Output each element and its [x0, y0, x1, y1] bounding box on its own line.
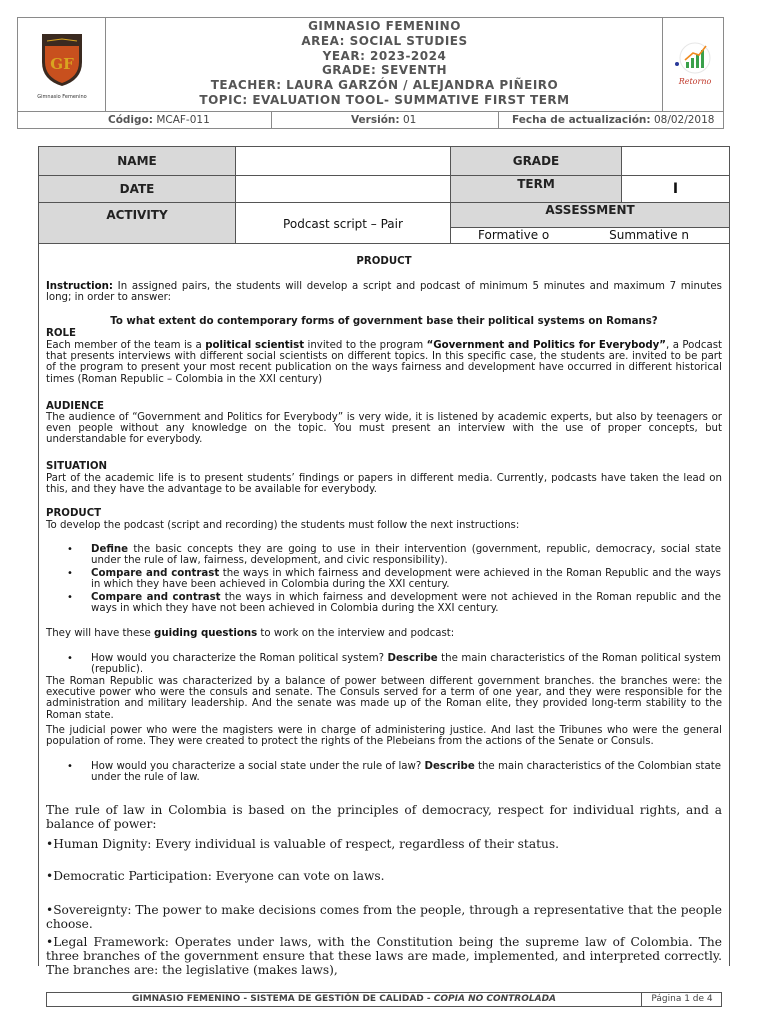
footer-quality-system [47, 993, 642, 1006]
date-field[interactable] [236, 176, 451, 203]
footer-copy-notice: COPIA NO CONTROLADA [433, 994, 557, 1004]
audience-title: AUDIENCE [46, 401, 105, 412]
bullet-icon: • [67, 568, 73, 579]
colombia-answer-participation: •Democratic Participation: Everyone can vote on laws. [46, 869, 385, 883]
bullet-text: the ways in which fairness and development were not achieved in the Roman republic and the ways in which they have not been achieved in Colombia during the XXI century. [91, 592, 721, 615]
header-area: AREA: SOCIAL STUDIES [301, 33, 468, 48]
document-footer [46, 992, 722, 1007]
colombia-answer-sovereignty: •Sovereignty: The power to make decisions comes from the people, through a representative that the people choose. [46, 903, 722, 931]
bullet-keyword: Define [91, 544, 129, 555]
header-school: GIMNASIO FEMENINO [308, 19, 461, 33]
situation-paragraph: Part of the academic life is to present students’ findings or papers in different media. Currently, podcasts have taken the lead on this, and they have the advantage to be available for everybody. [46, 473, 722, 496]
term-value: I [622, 176, 729, 203]
fecha-label: Fecha de actualización: [512, 114, 651, 126]
meta-divider [498, 112, 499, 129]
guiding-questions-intro [46, 628, 722, 639]
footer-page-number: Página 1 de 4 [651, 994, 713, 1004]
inquiry-question: To what extent do contemporary forms of government base their political systems on Romans? [110, 316, 658, 327]
role-text: invited to the program [304, 340, 427, 351]
logo-caption: Gimnasio Femenino [37, 94, 87, 100]
fecha-value: 08/02/2018 [653, 114, 715, 126]
version-field [351, 113, 416, 129]
name-label: NAME [39, 147, 236, 176]
header-year: YEAR: 2023-2024 [322, 48, 447, 63]
role-title: ROLE [46, 328, 76, 339]
question-text: the main characteristics of the Colombian state under the rule of law. [91, 761, 721, 784]
role-political-scientist: political scientist [205, 340, 305, 351]
date-label: DATE [39, 176, 236, 203]
header-topic: TOPIC: EVALUATION TOOL- SUMMATIVE FIRST TERM [199, 92, 570, 107]
retorno-logo-cell [662, 18, 723, 111]
bullet-icon: • [67, 544, 73, 555]
guiding-question-colombia [91, 761, 721, 783]
version-value: 01 [402, 114, 417, 126]
codigo-value: MCAF-011 [156, 114, 210, 126]
meta-divider [271, 112, 272, 129]
role-text: Each member of the team is a [46, 340, 206, 351]
header-teacher: TEACHER: LAURA GARZÓN / ALEJANDRA PIÑEIRO [210, 78, 559, 93]
footer-system-text: GIMNASIO FEMENINO - SISTEMA DE GESTIÓN DE CALIDAD - [131, 994, 434, 1004]
question-keyword: Describe [387, 653, 438, 664]
instruction-bullet-contrast [91, 592, 721, 614]
question-text: the main characteristics of the Roman political system (republic). [91, 653, 721, 676]
grade-field[interactable] [622, 147, 729, 176]
activity-label: ACTIVITY [39, 203, 236, 243]
bullet-icon: • [67, 592, 73, 603]
guiding-text: to work on the interview and podcast: [257, 628, 455, 639]
roman-answer-paragraph-1: The Roman Republic was characterized by a balance of power between different government branches. the branches were: the executive power who were the consuls and senate. The Consuls served for a term of one year, and they were responsible for the administration and military leadership. And the senate was made up of the Roman elite, they provided long-term stability to the Roman state. [46, 676, 722, 721]
bullet-text: the ways in which fairness and development were achieved in the Roman Republic and the ways in which they have been achieved in Colombia during the XXI century. [91, 568, 721, 591]
school-logo-cell [18, 18, 106, 111]
question-text: How would you characterize a social state under the rule of law? [91, 761, 425, 772]
codigo-field [108, 113, 210, 129]
guiding-text: They will have these [46, 628, 155, 639]
summative-option[interactable]: Summative n [609, 228, 689, 242]
assignment-body [38, 244, 730, 977]
product-intro: To develop the podcast (script and recording) the students must follow the next instructions: [46, 520, 520, 531]
product-subtitle: PRODUCT [46, 508, 102, 519]
colombia-answer-human-dignity: •Human Dignity: Every individual is valuable of respect, regardless of their status. [46, 837, 559, 851]
formative-option[interactable]: Formative o [478, 228, 550, 242]
product-title: PRODUCT [356, 256, 412, 267]
version-label: Versión: [351, 114, 400, 126]
fecha-field [512, 113, 714, 129]
instruction-bullet-compare [91, 568, 721, 590]
bullet-keyword: Compare and contrast [91, 592, 221, 603]
bullet-keyword: Compare and contrast [91, 568, 220, 579]
situation-title: SITUATION [46, 461, 108, 472]
role-paragraph [46, 340, 722, 385]
question-text: How would you characterize the Roman political system? [91, 653, 388, 664]
audience-paragraph: The audience of “Government and Politics for Everybody” is very wide, it is listened by academic experts, but also by teenagers or even people without any knowledge on the topic. You must present an interview with the use of proper concepts, but understandable for everybody. [46, 412, 722, 446]
header-title-block [106, 18, 663, 111]
school-shield-logo [40, 32, 84, 88]
assessment-options [451, 228, 729, 243]
guiding-keyword: guiding questions [154, 628, 258, 639]
student-info-table [38, 146, 730, 244]
svg-text:GF: GF [50, 55, 74, 73]
guiding-question-roman [91, 653, 721, 675]
roman-answer-paragraph-2: The judicial power who were the magisters were in charge of administering justice. And last the Tribunes who were the general population of rome. They were created to protect the rights of the Plebeians from the actions of the Senate or Consuls. [46, 725, 722, 748]
term-label: TERM [451, 176, 622, 203]
codigo-label: Código: [108, 114, 153, 126]
grade-label: GRADE [451, 147, 622, 176]
colombia-answer-legal-framework: •Legal Framework: Operates under laws, with the Constitution being the supreme law of Colombia. The three branches of the government ensure that these laws are made, implemented, and interpreted correctly. The branches are: the legislative (makes laws), [46, 935, 722, 977]
document-control-row [18, 111, 723, 129]
instruction-bullet-define [91, 544, 721, 566]
question-keyword: Describe [424, 761, 475, 772]
role-text: , a Podcast that presents interviews with different social scientists on different topics. In this specific case, the students are. invited to be part of the program to present your most recent publication on the ways fairness and development have occurred in different historical times (Roman Republic – Colombia in the XXI century) [46, 340, 723, 385]
name-field[interactable] [236, 147, 451, 176]
bullet-icon: • [67, 761, 73, 772]
instruction-paragraph [46, 281, 722, 303]
instruction-label: Instruction: [46, 281, 113, 292]
instruction-text: In assigned pairs, the students will develop a script and podcast of minimum 5 minutes and maximum 7 minutes long; in order to answer: [46, 281, 722, 304]
assessment-label: ASSESSMENT [451, 203, 729, 228]
retorno-logo [673, 38, 717, 90]
document-header [17, 17, 724, 129]
header-grade: GRADE: SEVENTH [321, 63, 448, 78]
bullet-text: the basic concepts they are going to use in their intervention (government, republic, democracy, social state under the rule of law, fairness, development, and civic responsibility). [91, 544, 721, 567]
colombia-answer-intro: The rule of law in Colombia is based on the principles of democracy, respect for individual rights, and a balance of power: [46, 803, 722, 831]
activity-value: Podcast script – Pair [236, 203, 451, 243]
role-program-name: “Government and Politics for Everybody” [426, 340, 667, 351]
bullet-icon: • [67, 653, 73, 664]
retorno-logo-text: Retorno [678, 77, 712, 86]
